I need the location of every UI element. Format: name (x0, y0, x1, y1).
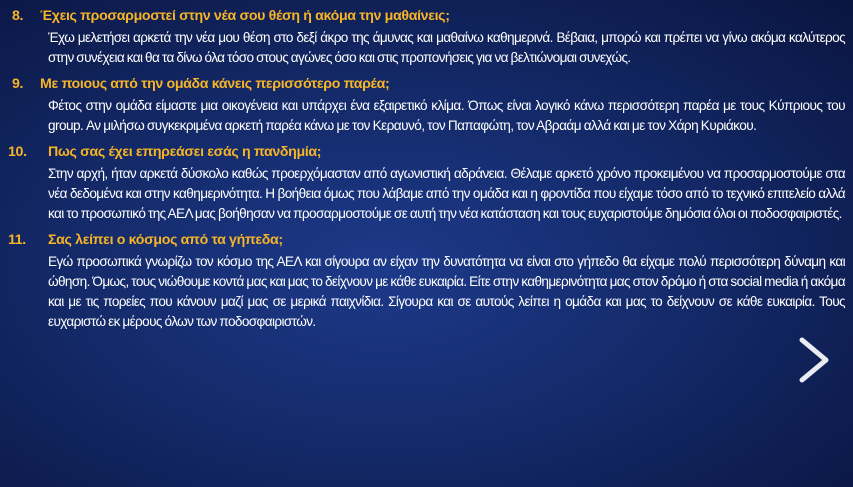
next-arrow-button[interactable] (794, 336, 834, 384)
answer-text: Εγώ προσωπικά γνωρίζω τον κόσμο της ΑΕΛ και σίγουρα αν είχαν την δυνατότητα να είναι στο γήπεδο θα είχαμε πολύ περισσότερη δύναμη και ώθηση. Όμως, τους νιώθουμε κοντά μας και μας το δείχνουν με κάθε ευκαιρία. Είτε στην καθημερινότητα μας στον δρόμο ή στα social media ή ακόμα και με τις πορείες που κάνουν μαζί μας σε μερικά παιχνίδια. Σίγουρα και σε αυτούς λείπει η ομάδα και μας το δείχνουν σε κάθε ευκαιρία. Τους ευχαριστώ εκ μέρους όλων των ποδοσφαιριστών. (48, 254, 845, 329)
answer-text: Έχω μελετήσει αρκετά την νέα μου θέση στο δεξί άκρο της άμυνας και μαθαίνω καθημερινά. Βέβαια, μπορώ και πρέπει να γίνω ακόμα καλύτερος στην συνέχεια και θα τα δίνω όλα τόσο στους αγώνες όσο και στις προπονήσεις για να βελτιώνομαι συνεχώς. (48, 30, 845, 65)
chevron-right-icon (794, 336, 834, 384)
qa-item-11 (8, 230, 845, 332)
question-heading (8, 142, 845, 162)
question-number: 9. (12, 76, 24, 92)
qa-item-8 (8, 6, 845, 68)
question-heading (8, 74, 845, 94)
question-text: Σας λείπει ο κόσμος από τα γήπεδα; (48, 232, 283, 248)
qa-item-10 (8, 142, 845, 224)
qa-item-9 (8, 74, 845, 136)
question-text: Έχεις προσαρμοστεί στην νέα σου θέση ή ακόμα την μαθαίνεις; (40, 8, 450, 24)
question-number: 8. (12, 8, 24, 24)
question-text: Με ποιους από την ομάδα κάνεις περισσότερο παρέα; (40, 76, 390, 92)
question-heading (8, 230, 845, 250)
answer-text: Στην αρχή, ήταν αρκετά δύσκολο καθώς προερχόμασταν από αγωνιστική αδράνεια. Θέλαμε αρκετό χρόνο προκειμένου να προσαρμοστούμε στα νέα δεδομένα και στην καθημερινότητα. Η βοήθεια όμως που λάβαμε από την ομάδα και η φροντίδα που είχαμε τόσο από το τεχνικό επιτελείο αλλά και το προσωπικό της ΑΕΛ μας βοήθησαν να προσαρμοστούμε σε αυτή την νέα κατάσταση και τους ευχαριστούμε δημόσια όλοι οι ποδοσφαιριστές. (48, 166, 845, 221)
question-number: 10. (8, 144, 27, 160)
question-heading (8, 6, 845, 26)
answer-text: Φέτος στην ομάδα είμαστε μια οικογένεια και υπάρχει ένα εξαιρετικό κλίμα. Όπως είναι λογικό κάνω περισσότερη παρέα με τους Κύπριους του group. Αν μιλήσω συγκεκριμένα αρκετή παρέα κάνω με τον Κεραυνό, τον Παπαφώτη, τον Αβραάμ αλλά και με τον Χάρη Κυριάκου. (48, 98, 845, 133)
question-number: 11. (8, 232, 26, 248)
question-text: Πως σας έχει επηρεάσει εσάς η πανδημία; (48, 144, 322, 160)
